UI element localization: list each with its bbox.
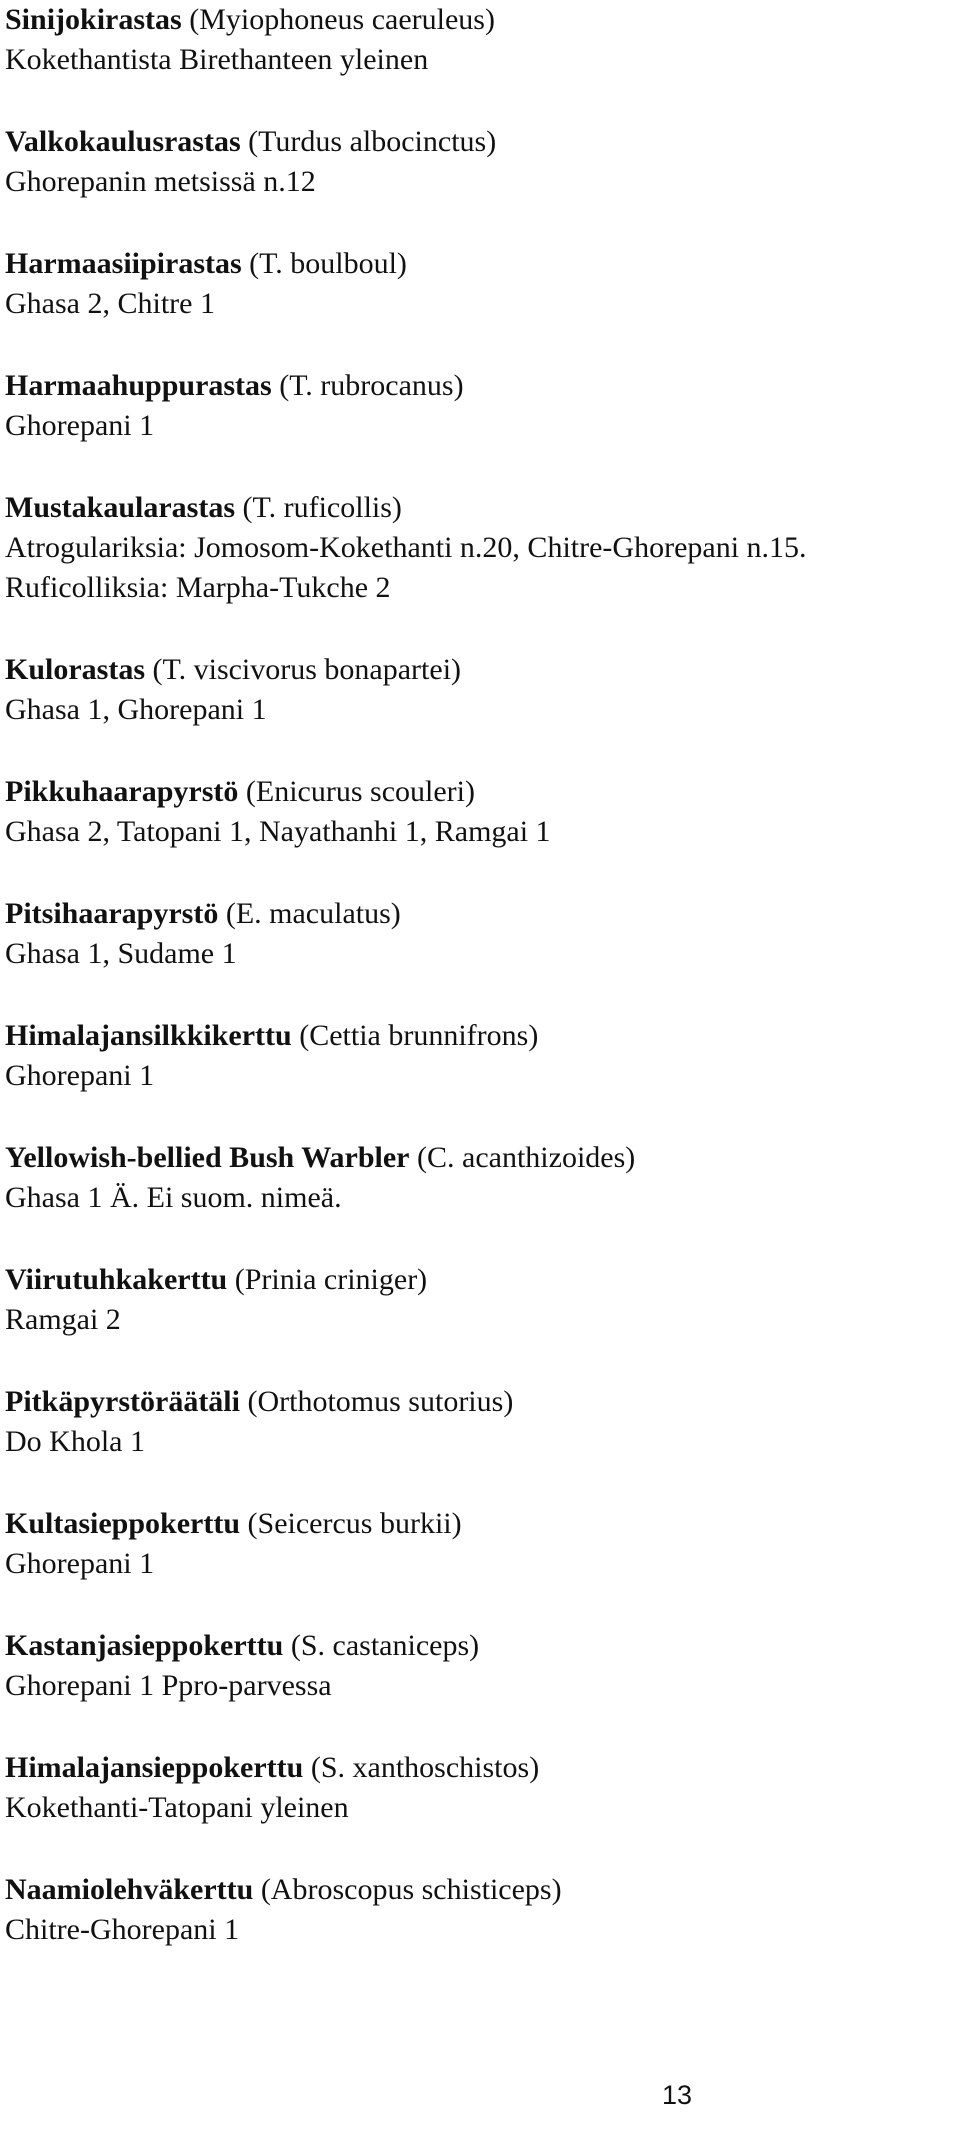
species-heading: [5, 1748, 960, 1788]
location-line: Chitre-Ghorepani 1: [5, 1913, 240, 1946]
scientific-name: (Abroscopus schisticeps): [260, 1873, 562, 1906]
species-entry: [5, 1870, 960, 1950]
species-entry: [5, 772, 960, 852]
species-name: Mustakaularastas: [5, 491, 236, 524]
species-entry: [5, 366, 960, 446]
species-name: Kultasieppokerttu: [5, 1507, 241, 1540]
species-entry: [5, 1748, 960, 1828]
species-heading: [5, 1626, 960, 1666]
location-line: Kokethanti-Tatopani yleinen: [5, 1791, 349, 1824]
location-line: Ghasa 1, Ghorepani 1: [5, 693, 267, 726]
species-entry: [5, 122, 960, 202]
species-name: Kulorastas: [5, 653, 146, 686]
location-line: Ramgai 2: [5, 1303, 121, 1336]
scientific-name: (Orthotomus sutorius): [247, 1385, 514, 1418]
species-heading: [5, 1870, 960, 1910]
scientific-name: (Turdus albocinctus): [248, 125, 497, 158]
location-line: Ghorepani 1: [5, 409, 155, 442]
species-entry: [5, 488, 960, 608]
species-entry: [5, 650, 960, 730]
species-name: Pitsihaarapyrstö: [5, 897, 219, 930]
location-line: Ghorepani 1: [5, 1547, 155, 1580]
species-heading: [5, 1504, 960, 1544]
species-name: Himalajansilkkikerttu: [5, 1019, 292, 1052]
species-name: Viirutuhkakerttu: [5, 1263, 228, 1296]
species-heading: [5, 650, 960, 690]
species-heading: [5, 244, 960, 284]
species-heading: [5, 1138, 960, 1178]
species-heading: [5, 1016, 960, 1056]
species-entry: [5, 1138, 960, 1218]
location-line: Kokethantista Birethanteen yleinen: [5, 43, 429, 76]
species-heading: [5, 1260, 960, 1300]
species-name: Sinijokirastas: [5, 3, 182, 36]
species-name: Naamiolehväkerttu: [5, 1873, 254, 1906]
species-entry: [5, 1016, 960, 1096]
location-line: Ghorepanin metsissä n.12: [5, 165, 316, 198]
scientific-name: (T. rubrocanus): [279, 369, 464, 402]
species-name: Kastanjasieppokerttu: [5, 1629, 284, 1662]
scientific-name: (T. ruficollis): [242, 491, 402, 524]
species-heading: [5, 366, 960, 406]
location-line: Atrogulariksia: Jomosom-Kokethanti n.20, Chitre-Ghorepani n.15.: [5, 531, 807, 564]
scientific-name: (Seicercus burkii): [247, 1507, 462, 1540]
species-entry: [5, 1260, 960, 1340]
species-name: Harmaahuppurastas: [5, 369, 272, 402]
species-name: Pikkuhaarapyrstö: [5, 775, 239, 808]
scientific-name: (Prinia criniger): [234, 1263, 428, 1296]
species-entry: [5, 1504, 960, 1584]
location-line: Ruficolliksia: Marpha-Tukche 2: [5, 571, 391, 604]
scientific-name: (Cettia brunnifrons): [299, 1019, 539, 1052]
species-entry: [5, 0, 960, 80]
species-name: Pitkäpyrstöräätäli: [5, 1385, 240, 1418]
species-name: Valkokaulusrastas: [5, 125, 241, 158]
location-line: Do Khola 1: [5, 1425, 145, 1458]
species-heading: [5, 894, 960, 934]
location-line: Ghasa 1, Sudame 1: [5, 937, 237, 970]
location-line: Ghorepani 1 Ppro-parvessa: [5, 1669, 332, 1702]
scientific-name: (E. maculatus): [225, 897, 401, 930]
page-number: 13: [661, 2080, 692, 2110]
species-name: Yellowish-bellied Bush Warbler: [5, 1141, 410, 1174]
location-line: Ghasa 1 Ä. Ei suom. nimeä.: [5, 1181, 342, 1214]
scientific-name: (Myiophoneus caeruleus): [189, 3, 495, 36]
location-line: Ghorepani 1: [5, 1059, 155, 1092]
species-name: Himalajansieppokerttu: [5, 1751, 304, 1784]
species-heading: [5, 772, 960, 812]
species-name: Harmaasiipirastas: [5, 247, 242, 280]
scientific-name: (C. acanthizoides): [417, 1141, 636, 1174]
species-heading: [5, 0, 960, 40]
species-heading: [5, 488, 960, 528]
species-heading: [5, 122, 960, 162]
species-list: [5, 0, 960, 1992]
scientific-name: (S. castaniceps): [290, 1629, 480, 1662]
location-line: Ghasa 2, Chitre 1: [5, 287, 215, 320]
scientific-name: (T. viscivorus bonapartei): [152, 653, 462, 686]
location-line: Ghasa 2, Tatopani 1, Nayathanhi 1, Ramgai 1: [5, 815, 551, 848]
species-entry: [5, 1382, 960, 1462]
species-entry: [5, 244, 960, 324]
species-heading: [5, 1382, 960, 1422]
scientific-name: (S. xanthoschistos): [310, 1751, 540, 1784]
scientific-name: (T. boulboul): [249, 247, 407, 280]
species-entry: [5, 894, 960, 974]
species-entry: [5, 1626, 960, 1706]
scientific-name: (Enicurus scouleri): [245, 775, 475, 808]
